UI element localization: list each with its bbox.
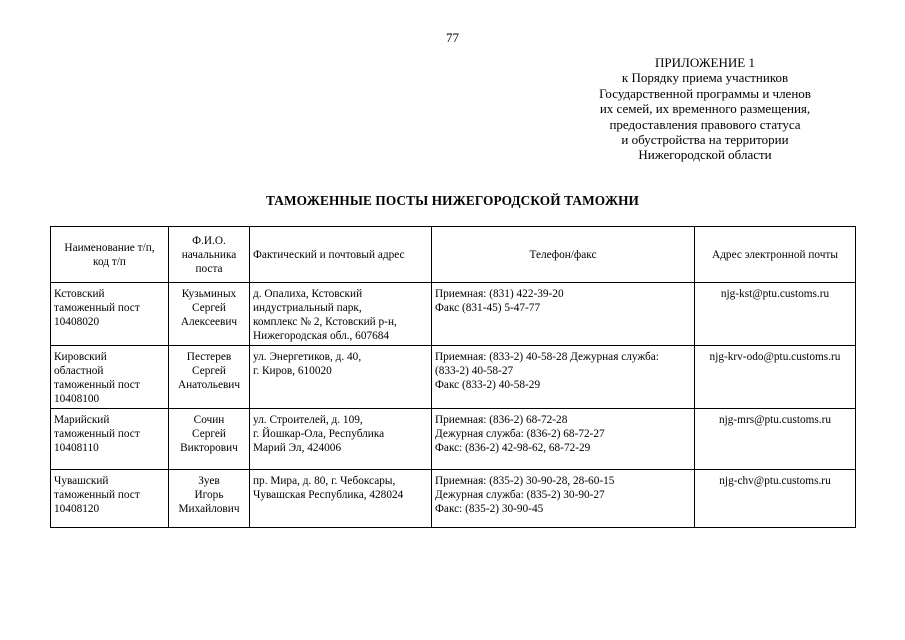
table-row [51, 346, 856, 409]
cell-phone-fax: Приемная: (833-2) 40-58-28 Дежурная служба: (833-2) 40-58-27 Факс (833-2) 40-58-29 [432, 346, 695, 409]
cell-phone-fax: Приемная: (831) 422-39-20 Факс (831-45) 5-47-77 [432, 283, 695, 346]
cell-email: njg-mrs@ptu.customs.ru [695, 409, 856, 470]
header-phone-fax: Телефон/факс [432, 227, 695, 283]
header-chief-name: Ф.И.О. начальника поста [169, 227, 250, 283]
appendix-line: и обустройства на территории [621, 132, 789, 148]
appendix-line: Государственной программы и членов [599, 85, 811, 101]
header-address: Фактический и почтовый адрес [250, 227, 432, 283]
cell-chief-name: Сочин Сергей Викторович [169, 409, 250, 470]
cell-chief-name: Пестерев Сергей Анатольевич [169, 346, 250, 409]
header-email: Адрес электронной почты [695, 227, 856, 283]
appendix-line: ПРИЛОЖЕНИЕ 1 [655, 55, 755, 70]
table-header-row [51, 227, 856, 283]
cell-phone-fax: Приемная: (835-2) 30-90-28, 28-60-15 Дежурная служба: (835-2) 30-90-27 Факс: (835-2) 30-90-45 [432, 470, 695, 528]
appendix-line: к Порядку приема участников [621, 70, 789, 86]
cell-address: пр. Мира, д. 80, г. Чебоксары, Чувашская Республика, 428024 [250, 470, 432, 528]
appendix-line: Нижегородской области [638, 147, 772, 163]
table-row [51, 409, 856, 470]
cell-email: njg-chv@ptu.customs.ru [695, 470, 856, 528]
table-row [51, 283, 856, 346]
cell-email: njg-krv-odo@ptu.customs.ru [695, 346, 856, 409]
cell-post-name: Кировский областной таможенный пост 10408100 [51, 346, 169, 409]
appendix-line: их семей, их временного размещения, [599, 101, 811, 117]
cell-email: njg-kst@ptu.customs.ru [695, 283, 856, 346]
page-number: 77 [446, 30, 459, 45]
cell-phone-fax: Приемная: (836-2) 68-72-28 Дежурная служба: (836-2) 68-72-27 Факс: (836-2) 42-98-62, 68-72-29 [432, 409, 695, 470]
table-row [51, 470, 856, 528]
document-title: ТАМОЖЕННЫЕ ПОСТЫ НИЖЕГОРОДСКОЙ ТАМОЖНИ [266, 193, 639, 208]
cell-address: ул. Энергетиков, д. 40, г. Киров, 610020 [250, 346, 432, 409]
appendix-heading [540, 55, 870, 163]
header-post-name: Наименование т/п, код т/п [51, 227, 169, 283]
cell-address: ул. Строителей, д. 109, г. Йошкар-Ола, Республика Марий Эл, 424006 [250, 409, 432, 470]
cell-post-name: Чувашский таможенный пост 10408120 [51, 470, 169, 528]
cell-chief-name: Зуев Игорь Михайлович [169, 470, 250, 528]
cell-post-name: Кстовский таможенный пост 10408020 [51, 283, 169, 346]
appendix-line: предоставления правового статуса [609, 116, 801, 132]
cell-post-name: Марийский таможенный пост 10408110 [51, 409, 169, 470]
customs-posts-table [50, 226, 856, 528]
cell-address: д. Опалиха, Кстовский индустриальный парк, комплекс № 2, Кстовский р-н, Нижегородская обл., 607684 [250, 283, 432, 346]
cell-chief-name: Кузьминых Сергей Алексеевич [169, 283, 250, 346]
